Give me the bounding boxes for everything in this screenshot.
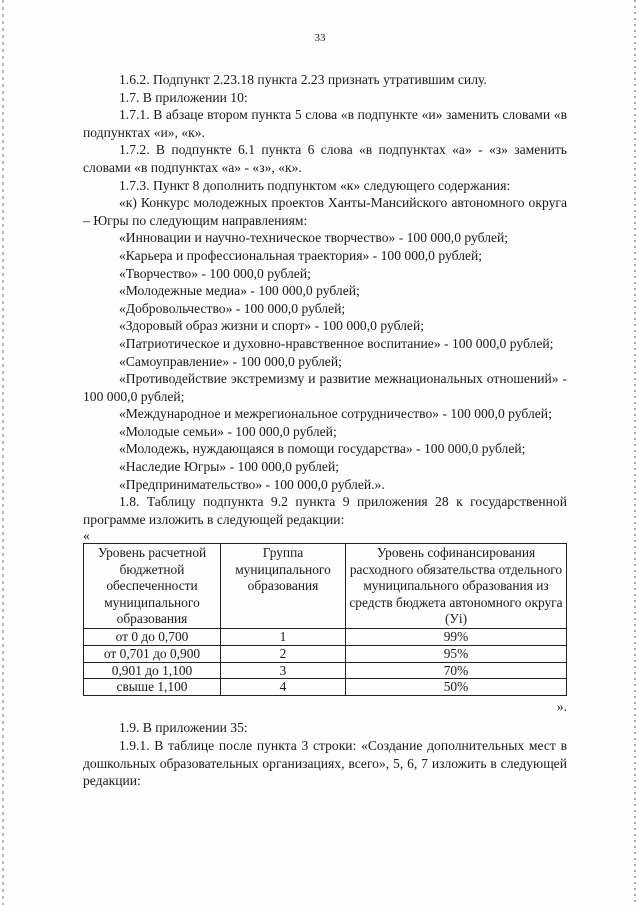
list-item: «Молодежные медиа» - 100 000,0 рублей; xyxy=(119,283,360,299)
table-cell: от 0,701 до 0,900 xyxy=(84,646,221,663)
page-number: 33 xyxy=(314,32,326,44)
table-row xyxy=(84,679,567,696)
table-cell: 99% xyxy=(346,629,567,646)
table-cell: 70% xyxy=(346,662,567,679)
scan-edge-right xyxy=(634,0,636,905)
table-cell: свыше 1,100 xyxy=(84,679,221,696)
open-quote: « xyxy=(83,528,90,544)
list-item: «Здоровый образ жизни и спорт» - 100 000,0 рублей; xyxy=(119,318,425,334)
list-item: «Творчество» - 100 000,0 рублей; xyxy=(119,265,311,281)
list-item: «Международное и межрегиональное сотрудничество» - 100 000,0 рублей; xyxy=(119,406,552,422)
scan-edge-left xyxy=(2,0,4,905)
table-header-row xyxy=(84,544,567,629)
table-row xyxy=(84,662,567,679)
close-quote: ». xyxy=(556,698,567,714)
list-item: «Патриотическое и духовно-нравственное воспитание» - 100 000,0 рублей; xyxy=(119,335,554,351)
list-item: «Предпринимательство» - 100 000,0 рублей.». xyxy=(119,476,385,492)
paragraph: 1.8. Таблицу подпункта 9.2 пункта 9 приложения 28 к государственной программе изложить в следующей редакции: xyxy=(83,494,567,527)
list-item: «Молодежь, нуждающаяся в помощи государства» - 100 000,0 рублей; xyxy=(119,441,526,457)
table-header-cell: Уровень софинансирования расходного обязательства отдельного муниципального образования из средств бюджета автономного округа (Уi) xyxy=(346,544,567,629)
list-item: «Самоуправление» - 100 000,0 рублей; xyxy=(119,353,342,369)
paragraph: 1.7.3. Пункт 8 дополнить подпунктом «к» следующего содержания: xyxy=(119,177,511,193)
list-item: «Наследие Югры» - 100 000,0 рублей; xyxy=(119,459,339,475)
list-item: «Добровольчество» - 100 000,0 рублей; xyxy=(119,300,346,316)
paragraph: 1.7. В приложении 10: xyxy=(119,89,248,105)
list-item: «Молодые семьи» - 100 000,0 рублей; xyxy=(119,423,337,439)
paragraph: 1.9. В приложении 35: xyxy=(119,720,248,736)
document-body xyxy=(83,71,567,790)
paragraph: 1.7.2. В подпункте 6.1 пункта 6 слова «в подпунктах «а» - «з» заменить словами «в подпунктах «а» - «з», «к». xyxy=(83,142,567,175)
table-cell: 4 xyxy=(221,679,346,696)
paragraph: 1.7.1. В абзаце втором пункта 5 слова «в подпункте «и» заменить словами «в подпунктах «и», «к». xyxy=(83,107,567,140)
table-row xyxy=(84,629,567,646)
paragraph: «к) Конкурс молодежных проектов Ханты-Мансийского автономного округа – Югры по следующим направлениям: xyxy=(83,195,567,228)
list-item: «Противодействие экстремизму и развитие межнациональных отношений» - 100 000,0 рублей; xyxy=(83,371,567,404)
table-row xyxy=(84,646,567,663)
table-cell: от 0 до 0,700 xyxy=(84,629,221,646)
table-header-cell: Группа муниципального образования xyxy=(221,544,346,629)
table-header-cell: Уровень расчетной бюджетной обеспеченности муниципального образования xyxy=(84,544,221,629)
table-cell: 0,901 до 1,100 xyxy=(84,662,221,679)
table-cell: 3 xyxy=(221,662,346,679)
table-cell: 50% xyxy=(346,679,567,696)
list-item: «Инновации и научно-техническое творчество» - 100 000,0 рублей; xyxy=(119,230,509,246)
table-cell: 1 xyxy=(221,629,346,646)
table-cell: 2 xyxy=(221,646,346,663)
table-cell: 95% xyxy=(346,646,567,663)
paragraph: 1.9.1. В таблице после пункта 3 строки: «Создание дополнительных мест в дошкольных образовательных организациях, всего», 5, 6, 7 изложить в следующей редакции: xyxy=(83,738,567,789)
cofinancing-table xyxy=(83,543,567,695)
list-item: «Карьера и профессиональная траектория» - 100 000,0 рублей; xyxy=(119,247,483,263)
paragraph: 1.6.2. Подпункт 2.23.18 пункта 2.23 признать утратившим силу. xyxy=(119,72,487,87)
